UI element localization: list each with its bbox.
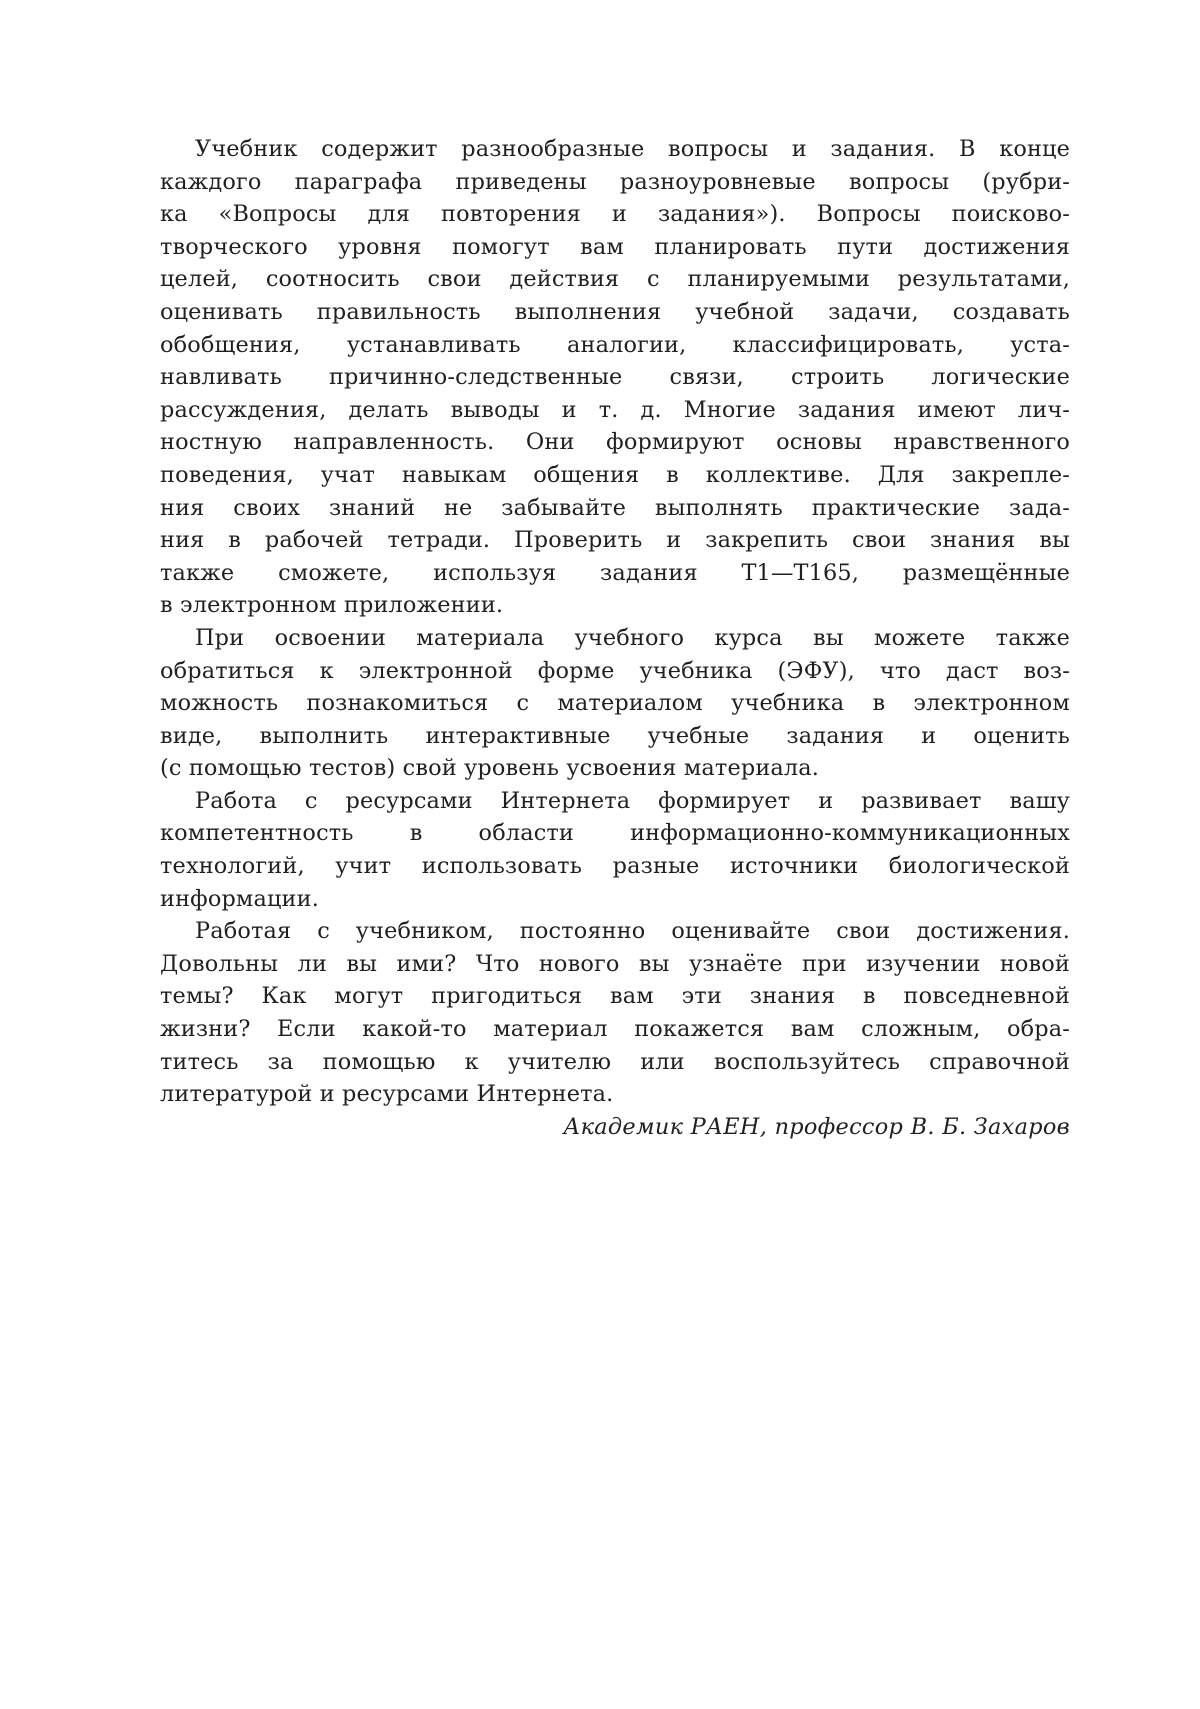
- text-line: Работая с учебником, постоянно оценивайте свои достижения.: [195, 918, 1070, 945]
- text-line: целей, соотносить свои действия с планируемыми результатами,: [160, 266, 1070, 293]
- text-block: [160, 133, 1070, 1143]
- paragraph-1: [160, 133, 1070, 622]
- text-line: темы? Как могут пригодиться вам эти знания в повседневной: [160, 983, 1070, 1010]
- text-line: ния своих знаний не забывайте выполнять практические зада-: [160, 494, 1070, 521]
- text-line: обобщения, устанавливать аналогии, классифицировать, уста-: [160, 331, 1070, 358]
- text-line: жизни? Если какой-то материал покажется вам сложным, обра-: [160, 1016, 1070, 1043]
- text-line: ния в рабочей тетради. Проверить и закрепить свои знания вы: [160, 527, 1070, 554]
- text-line: информации.: [160, 885, 319, 912]
- text-line: При освоении материала учебного курса вы можете также: [195, 624, 1070, 651]
- text-line: также сможете, используя задания Т1—Т165, размещённые: [160, 559, 1070, 586]
- paragraph-2: [160, 622, 1070, 785]
- text-line: Работа с ресурсами Интернета формирует и развивает вашу: [195, 787, 1070, 814]
- text-line: компетентность в области информационно-коммуникационных: [160, 820, 1070, 847]
- text-line: ностную направленность. Они формируют основы нравственного: [160, 429, 1070, 456]
- paragraph-3: [160, 785, 1070, 915]
- text-line: навливать причинно-следственные связи, строить логические: [160, 364, 1070, 391]
- text-line: (с помощью тестов) свой уровень усвоения материала.: [160, 755, 820, 782]
- text-line: литературой и ресурсами Интернета.: [160, 1081, 614, 1108]
- text-line: Довольны ли вы ими? Что нового вы узнаёте при изучении новой: [160, 950, 1070, 977]
- text-line: каждого параграфа приведены разноуровневые вопросы (рубри-: [160, 168, 1070, 195]
- text-line: рассуждения, делать выводы и т. д. Многие задания имеют лич-: [160, 396, 1070, 423]
- text-line: можность познакомиться с материалом учебника в электронном: [160, 690, 1070, 717]
- text-line: обратиться к электронной форме учебника (ЭФУ), что даст воз-: [160, 657, 1070, 684]
- text-line: виде, выполнить интерактивные учебные задания и оценить: [160, 722, 1070, 749]
- text-line: титесь за помощью к учителю или воспользуйтесь справочной: [160, 1048, 1070, 1075]
- paragraph-4: [160, 915, 1070, 1111]
- text-line: ка «Вопросы для повторения и задания»). Вопросы поисково-: [160, 201, 1070, 228]
- text-line: технологий, учит использовать разные источники биологической: [160, 853, 1070, 880]
- author-signature: Академик РАЕН, профессор В. Б. Захаров: [563, 1113, 1070, 1140]
- text-line: оценивать правильность выполнения учебной задачи, создавать: [160, 298, 1070, 325]
- text-line: в электронном приложении.: [160, 592, 504, 619]
- text-line: творческого уровня помогут вам планировать пути достижения: [160, 233, 1070, 260]
- text-line: поведения, учат навыкам общения в коллективе. Для закрепле-: [160, 461, 1070, 488]
- text-line: Учебник содержит разнообразные вопросы и задания. В конце: [195, 136, 1070, 162]
